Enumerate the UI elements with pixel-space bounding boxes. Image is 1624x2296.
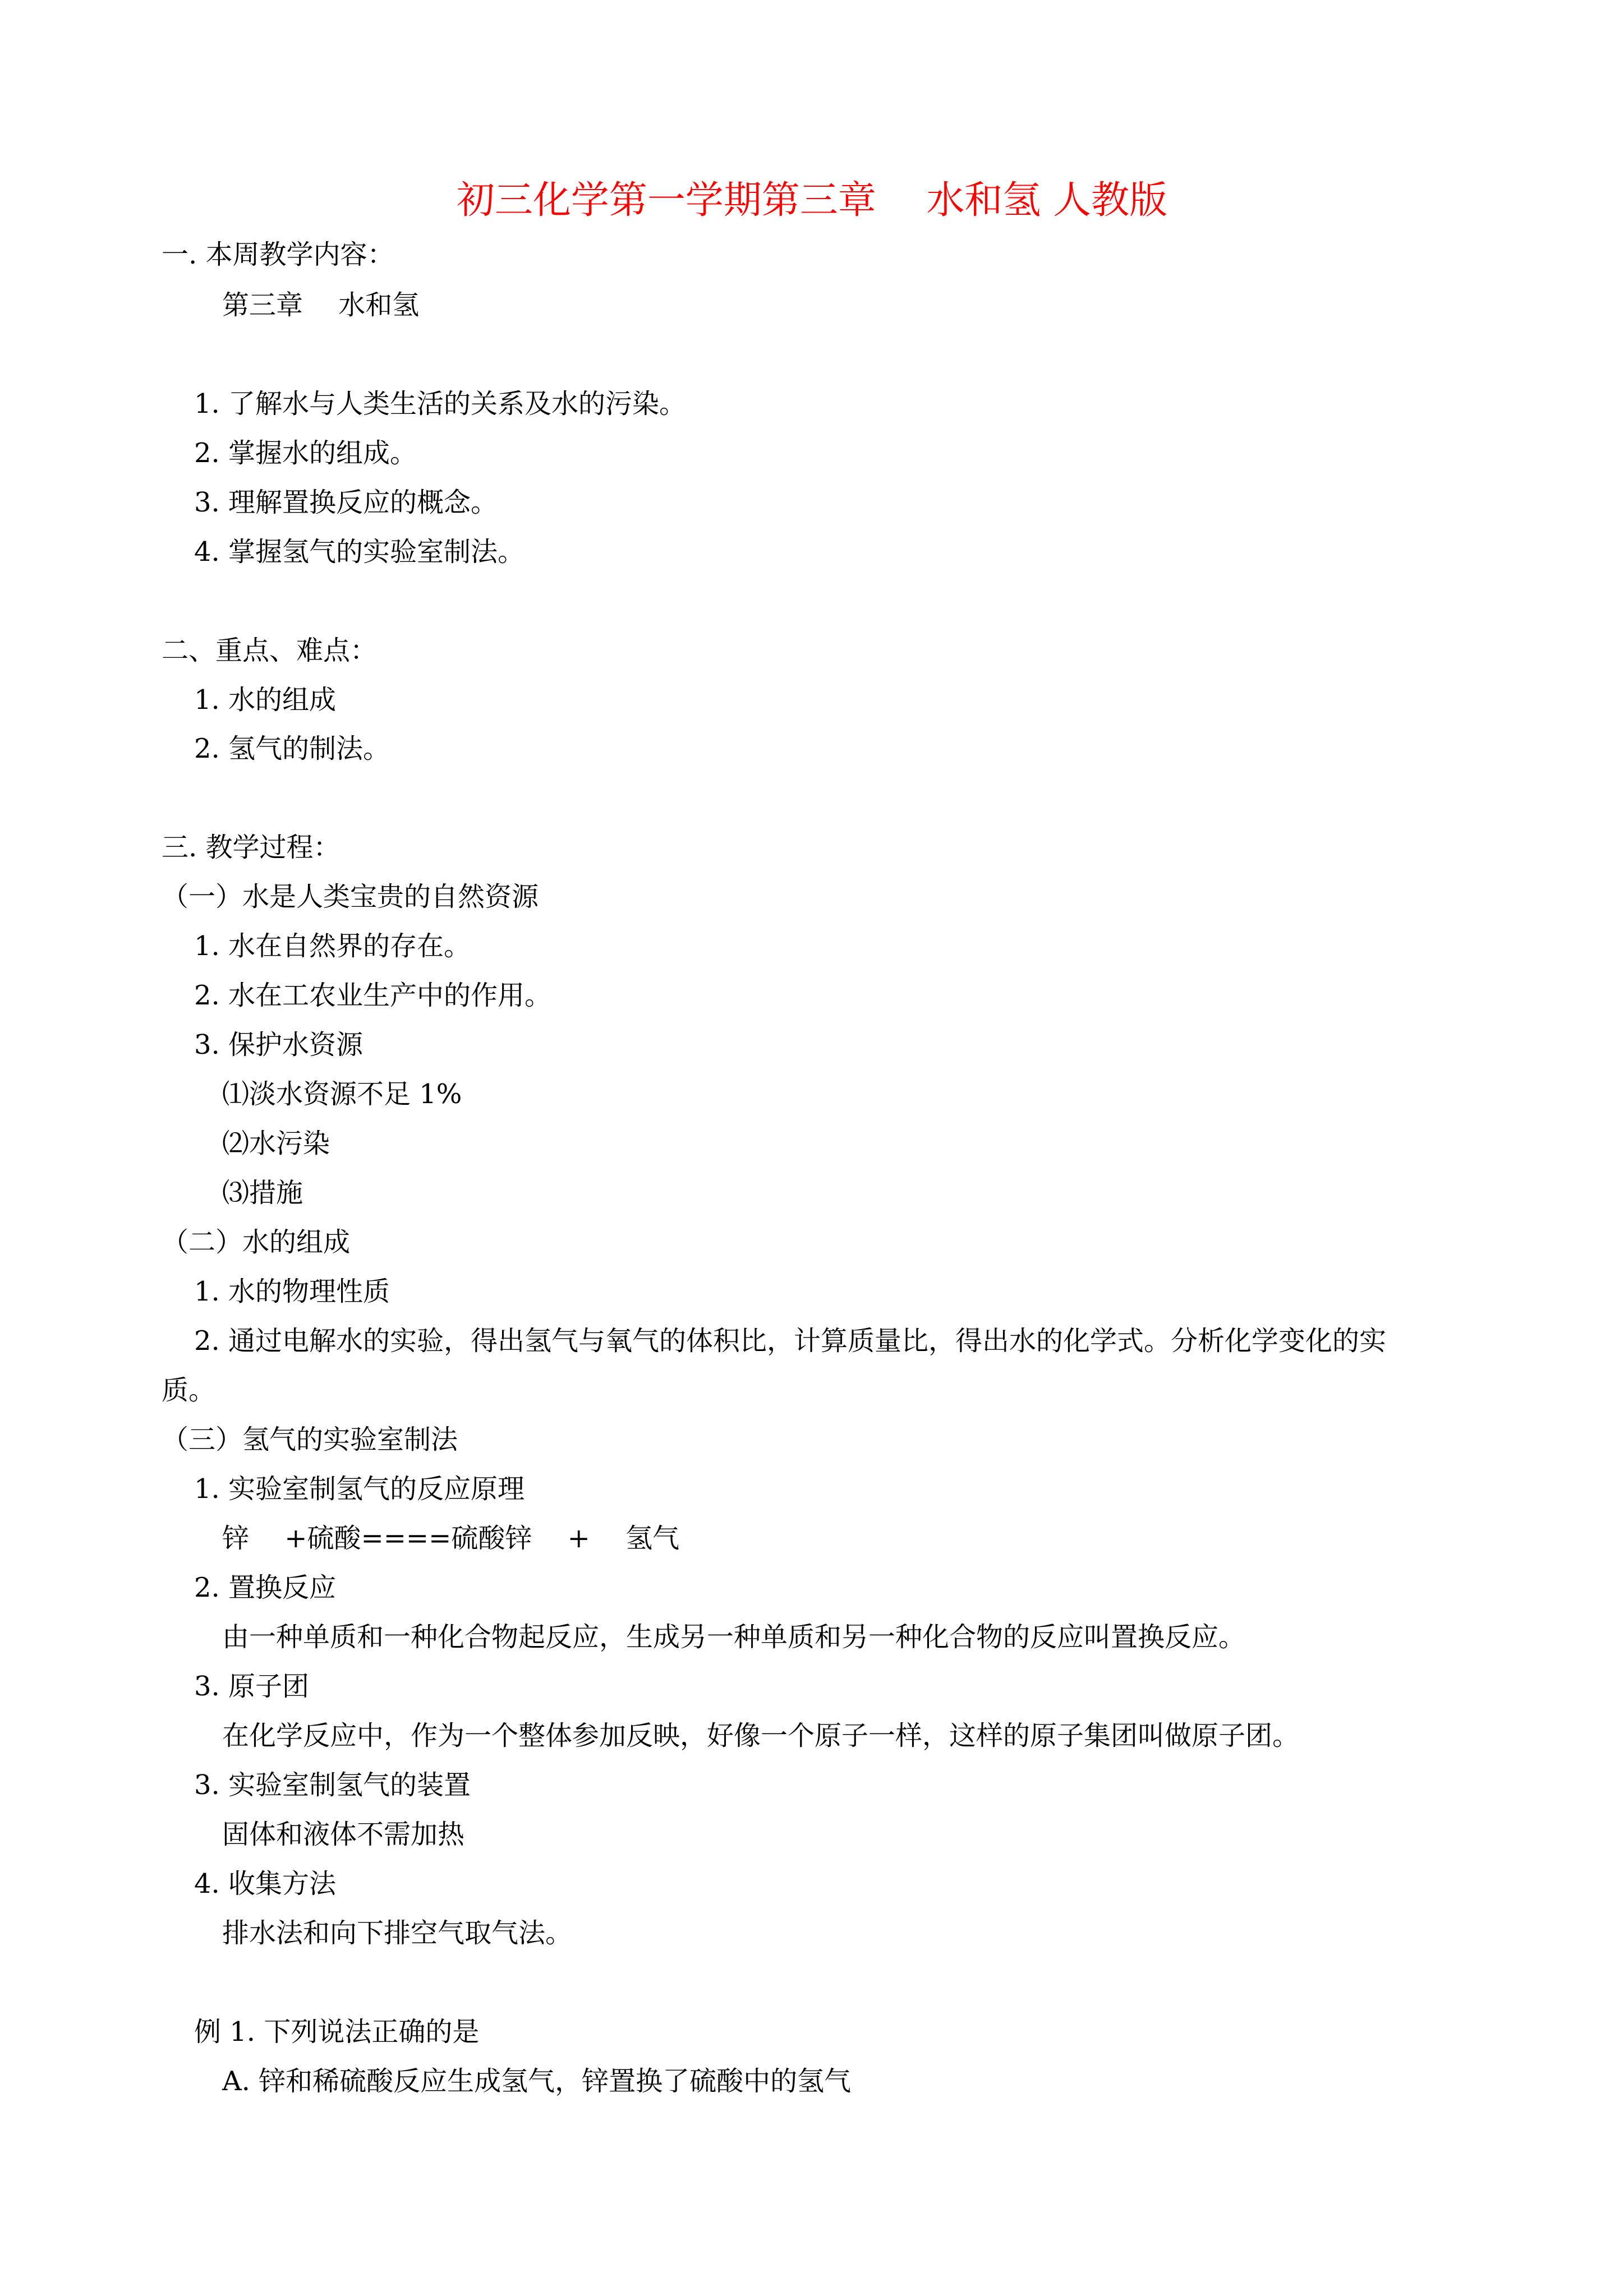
list-item: 3. 原子团: [194, 1671, 310, 1702]
section-heading-process: 三. 教学过程：: [162, 832, 341, 863]
list-item: 4. 掌握氢气的实验室制法。: [194, 536, 525, 568]
list-item: 4. 收集方法: [194, 1868, 337, 1899]
document-title: 初三化学第一学期第三章 水和氢 人教版: [456, 178, 1168, 223]
definition-text: 在化学反应中，作为一个整体参加反映，好像一个原子一样，这样的原子集团叫做原子团。: [222, 1720, 1300, 1751]
subsection-heading: （三）氢气的实验室制法: [162, 1424, 458, 1455]
definition-text: 由一种单质和一种化合物起反应，生成另一种单质和另一种化合物的反应叫置换反应。: [222, 1621, 1246, 1653]
section-heading-keypoints: 二、重点、难点：: [162, 635, 378, 666]
sub-list-item: ⑴淡水资源不足 1%: [222, 1078, 462, 1110]
subsection-heading: （二）水的组成: [162, 1227, 351, 1258]
example-heading: 例 1. 下列说法正确的是: [194, 2016, 480, 2048]
definition-text: 固体和液体不需加热: [222, 1819, 465, 1850]
list-item: 3. 实验室制氢气的装置: [194, 1769, 471, 1801]
list-item: 3. 理解置换反应的概念。: [194, 487, 498, 518]
list-item: 2. 水在工农业生产中的作用。: [194, 980, 552, 1011]
list-item: 1. 实验室制氢气的反应原理: [194, 1473, 525, 1505]
list-item: 2. 氢气的制法。: [194, 733, 390, 764]
list-item: 2. 置换反应: [194, 1572, 337, 1603]
example-option: A. 锌和稀硫酸反应生成氢气，锌置换了硫酸中的氢气: [222, 2066, 852, 2097]
definition-text: 排水法和向下排空气取气法。: [222, 1917, 573, 1949]
list-item: 2. 通过电解水的实验，得出氢气与氧气的体积比，计算质量比，得出水的化学式。分析化学变化的实: [194, 1325, 1387, 1357]
list-item: 3. 保护水资源: [194, 1029, 364, 1061]
list-item: 1. 水的物理性质: [194, 1276, 390, 1307]
reaction-equation: 锌 +硫酸====硫酸锌 + 氢气: [222, 1523, 680, 1554]
sub-list-item: ⑶措施: [222, 1177, 303, 1209]
list-item-continuation: 质。: [162, 1375, 216, 1406]
section-heading-content: 一. 本周教学内容：: [162, 239, 394, 270]
list-item: 1. 水在自然界的存在。: [194, 930, 471, 962]
list-item: 1. 水的组成: [194, 684, 337, 716]
sub-list-item: ⑵水污染: [222, 1128, 330, 1159]
list-item: 1. 了解水与人类生活的关系及水的污染。: [194, 388, 687, 419]
subsection-heading: （一）水是人类宝贵的自然资源: [162, 881, 539, 912]
list-item: 2. 掌握水的组成。: [194, 437, 417, 469]
chapter-label: 第三章 水和氢: [222, 289, 420, 321]
